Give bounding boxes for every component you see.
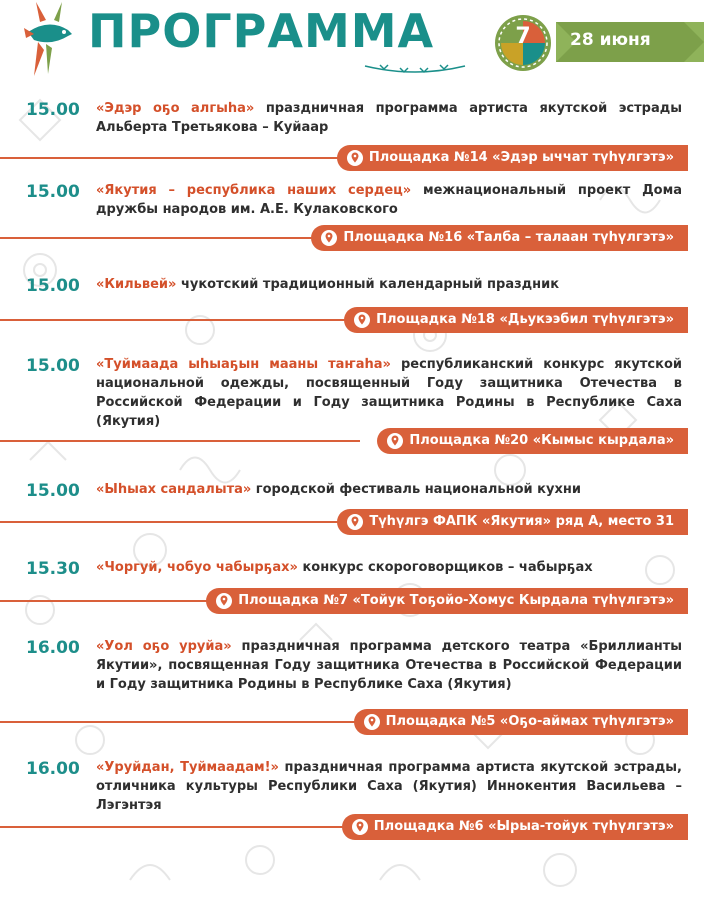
venue-label: Площадка №14 «Эдэр ыччат түһүлгэтэ» <box>368 150 674 165</box>
event-name: «Уруйдан, Туймаадам!» <box>96 760 279 775</box>
event-name: «Эдэр оҕо алгыһа» <box>96 101 255 116</box>
venue-label: Площадка №7 «Тойук Тоҕойо-Хомус Кырдала түһүлгэтэ» <box>238 593 674 608</box>
divider <box>0 157 360 159</box>
event-time: 16.00 <box>26 759 80 779</box>
location-pin-icon <box>215 592 233 610</box>
venue-label: Площадка №16 «Талба – талаан түһүлгэтэ» <box>343 230 674 245</box>
divider <box>0 600 220 602</box>
venue-label: Түһүлгэ ФАПК «Якутия» ряд А, место 31 <box>369 514 674 529</box>
event-name: «Уол оҕо уруйа» <box>96 639 232 654</box>
venue-label: Площадка №6 «Ырыа-тойук түһүлгэтэ» <box>373 819 674 834</box>
location-pin-icon <box>363 713 381 731</box>
event-details: конкурс скороговорщиков – чабырҕах <box>297 560 593 575</box>
event-details: городской фестиваль национальной кухни <box>251 482 581 497</box>
venue-label: Площадка №5 «Оҕо-аймах түһүлгэтэ» <box>385 714 674 729</box>
location-pin-icon <box>346 149 364 167</box>
divider <box>0 237 340 239</box>
page-title: ПРОГРАММА <box>88 4 435 58</box>
event-name: «Кильвей» <box>96 277 177 292</box>
venue-tag <box>342 814 688 840</box>
venue-label: Площадка №20 «Кымыс кырдала» <box>409 433 674 448</box>
event-time: 16.00 <box>26 638 80 658</box>
event-description <box>96 758 682 815</box>
venue-tag <box>354 709 688 735</box>
divider <box>0 440 360 442</box>
venue-tag <box>337 145 688 171</box>
event-name: «Ыһыах сандалыта» <box>96 482 252 497</box>
event-time: 15.00 <box>26 481 80 501</box>
event-description <box>96 637 682 694</box>
event-details: республиканский конкурс якутской национальной одежды, посвященный Году защитника Отечества в Российской Федерации и Году защитника Родины в Республике Саха (Якутия) <box>96 357 682 429</box>
event-description <box>96 99 682 137</box>
location-pin-icon <box>351 818 369 836</box>
location-pin-icon <box>353 311 371 329</box>
event-details: межнациональный проект Дома дружбы народов им. А.Е. Кулаковского <box>96 183 683 217</box>
event-details: праздничная программа артиста якутской эстрады Альберта Третьякова – Куйаар <box>96 101 682 135</box>
event-details: праздничная программа детского театра «Бриллианты Якутии», посвященная Году защитника Отечества в Российской Федерации и Году защитника Родины в Республике Саха (Якутия) <box>96 639 682 692</box>
divider <box>0 721 360 723</box>
event-time: 15.00 <box>26 100 80 120</box>
event-description <box>96 275 682 294</box>
event-time: 15.00 <box>26 182 80 202</box>
location-pin-icon <box>346 513 364 531</box>
event-description <box>96 355 682 431</box>
venue-tag <box>311 225 688 251</box>
divider <box>0 521 360 523</box>
event-description <box>96 480 682 499</box>
event-description <box>96 558 682 577</box>
event-name: «Якутия – республика наших сердец» <box>96 183 412 198</box>
venue-tag <box>206 588 688 614</box>
location-pin-icon <box>386 432 404 450</box>
event-time: 15.30 <box>26 559 80 579</box>
event-time: 15.00 <box>26 356 80 376</box>
day-badge-number: 7 <box>515 24 531 49</box>
event-details: чукотский традиционный календарный праздник <box>176 277 560 292</box>
venue-tag <box>337 509 688 535</box>
event-details: праздничная программа артиста якутской эстрады, отличника культуры Республики Саха (Якутия) Иннокентия Васильева – Лэгэнтэя <box>96 760 682 813</box>
divider <box>0 826 360 828</box>
event-description <box>96 181 682 219</box>
location-pin-icon <box>320 229 338 247</box>
venue-tag <box>377 428 688 454</box>
venue-label: Площадка №18 «Дьукээбил түһүлгэтэ» <box>376 312 674 327</box>
date-label: 28 июня <box>570 30 651 50</box>
event-time: 15.00 <box>26 276 80 296</box>
event-name: «Чоргуй, чобуо чабырҕах» <box>96 560 298 575</box>
divider <box>0 319 360 321</box>
event-name: «Туймаада ыһыаҕын мааны таҥаһа» <box>96 357 391 372</box>
venue-tag <box>344 307 688 333</box>
